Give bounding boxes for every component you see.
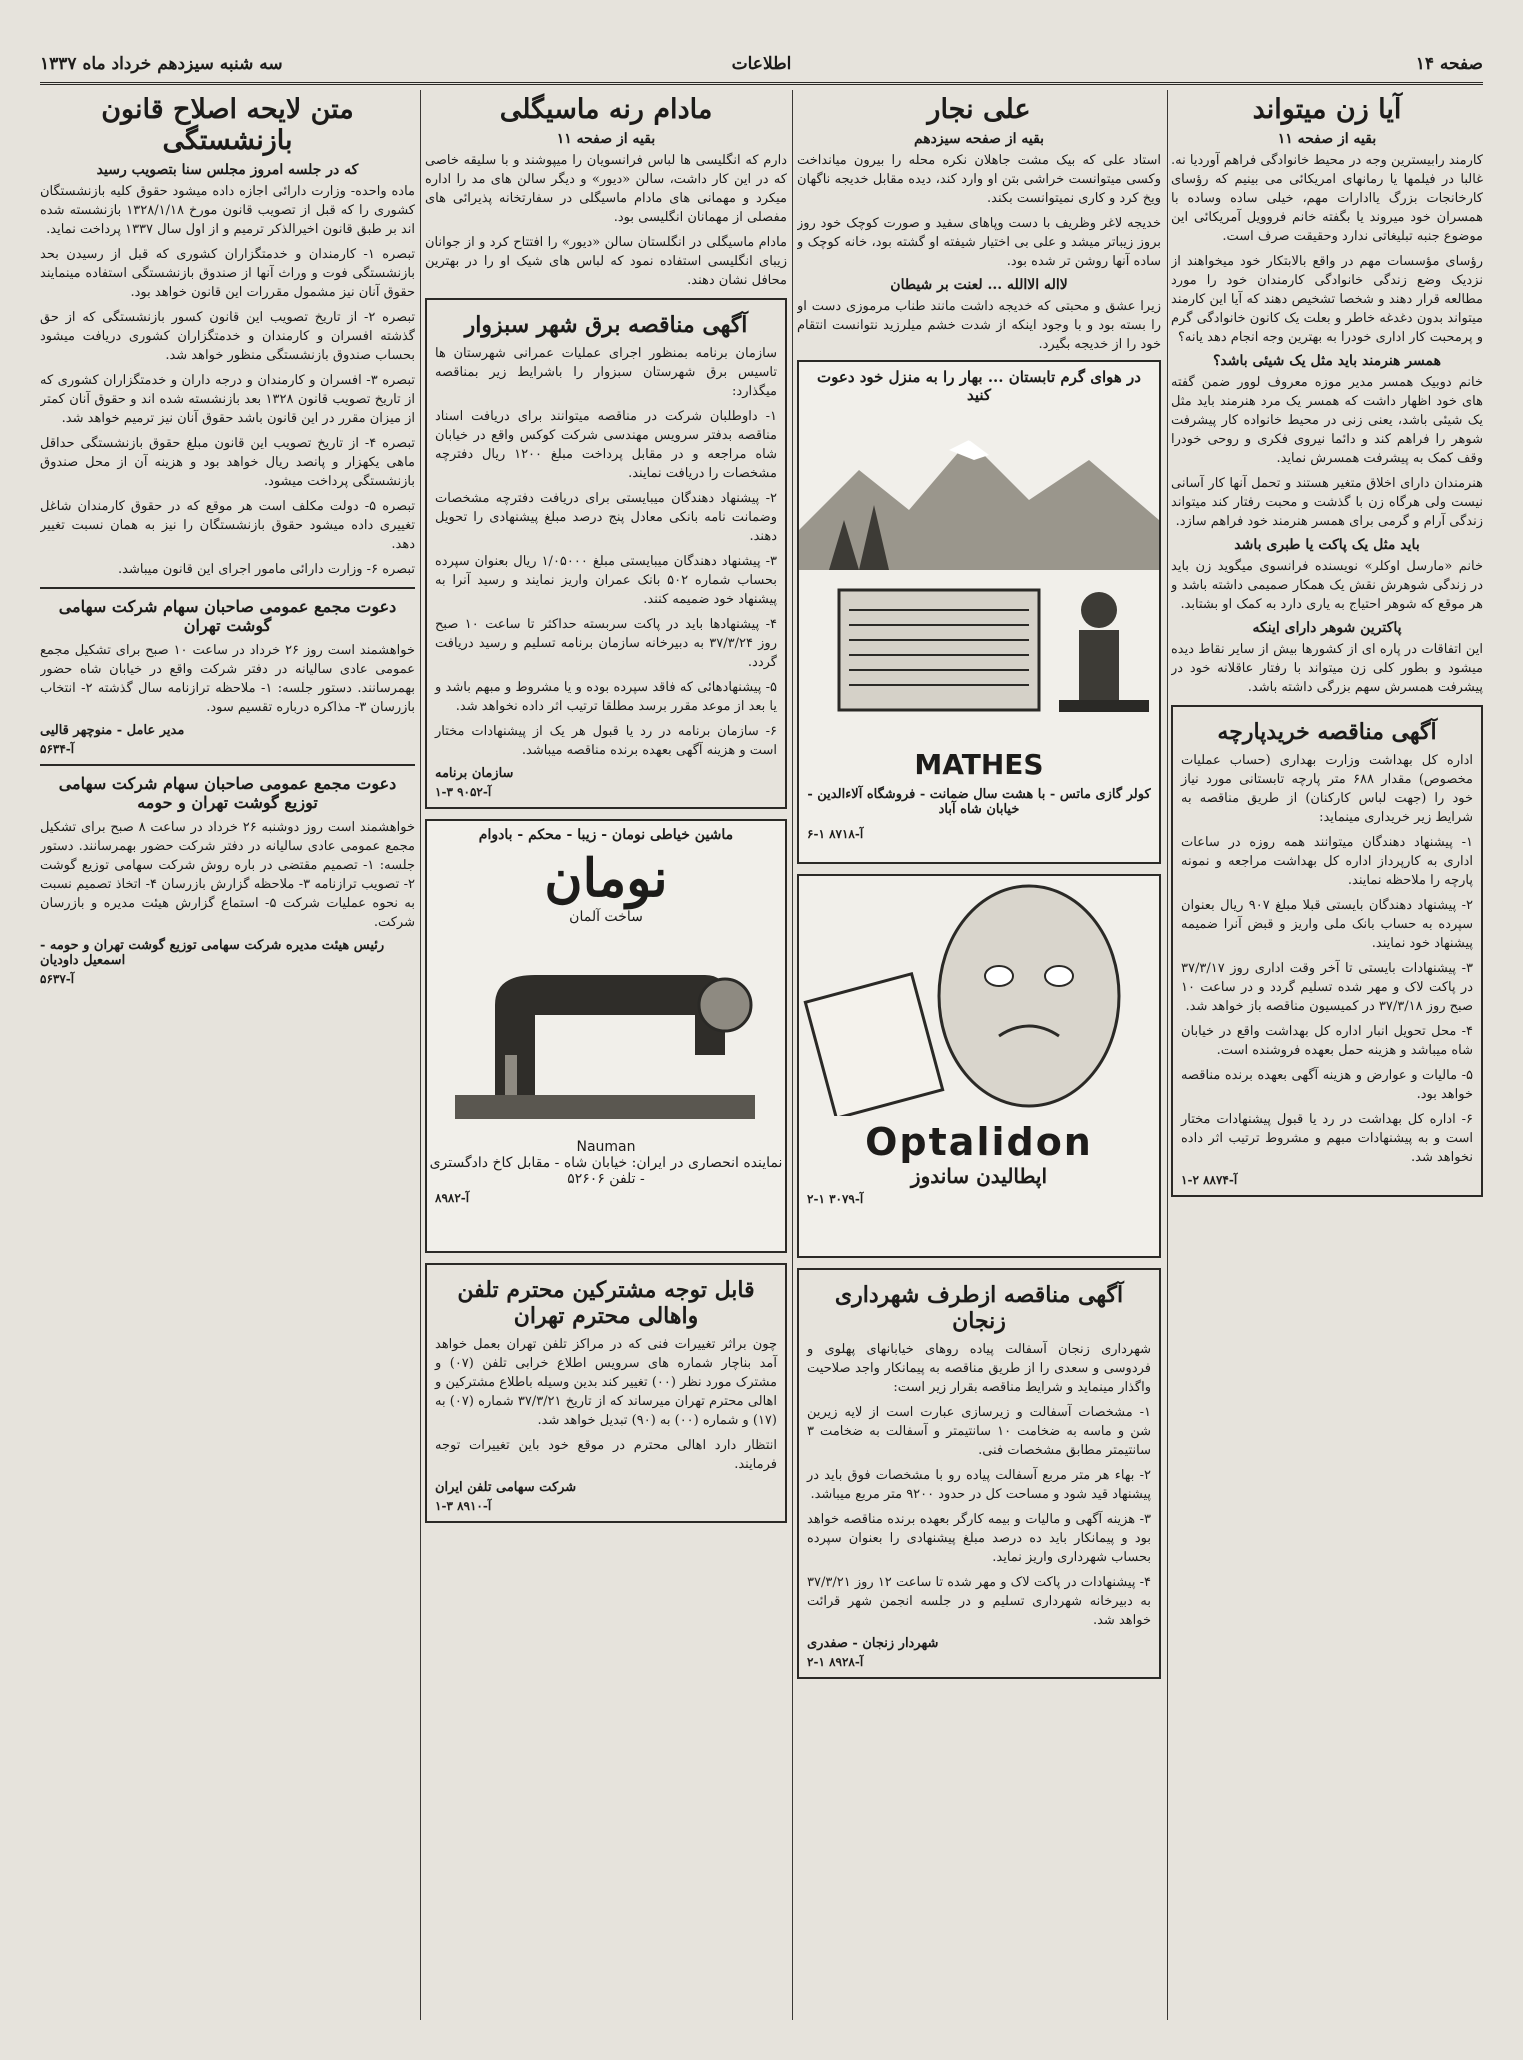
mathes-cooler-ad <box>797 360 1161 864</box>
ad-signature: شهردار زنجان - صفدری <box>807 1636 939 1651</box>
article-continuation: بقیه از صفحه ۱۱ <box>556 131 656 147</box>
article-paragraph: رؤسای مؤسسات مهم در واقع بالابتکار خود میخواهند از نزدیک وضع زندگی خانوادگی کارمندان خود را مورد مطالعه قرار دهند و شخصا تشخیص دهند که آیا این کارمند میتواند بدون دغدغه خاطر و بعلت یک کانون خانوادگی گرم و پرمحبت کار اداری خودرا به بهترین وجه انجام دهد یانه؟ <box>1171 254 1483 345</box>
chair-icon <box>1059 700 1149 712</box>
brand-origin: ساخت آلمان <box>569 909 643 925</box>
column-4 <box>40 92 415 986</box>
article-title: علی نجار <box>927 94 1031 125</box>
ad-paragraph: ۳- پیشنهادات بایستی تا آخر وقت اداری روز ۳۷/۳/۱۷ در پاکت لاک و مهر شده تسلیم گردد و در ساعت ۱۰ صبح روز ۳۷/۳/۱۸ در کمیسیون مناقصه باز خواهد شد. <box>1181 961 1473 1014</box>
article-paragraph: تبصره ۴- از تاریخ تصویب این قانون مبلغ حقوق بازنشستگی حداقل ماهی یکهزار و پانصد ریال خواهد بود و هزینه آن از محل صندوق بازنشستگی پرداخت میشود. <box>40 436 415 489</box>
ad-paragraph: ۲- پیشنهاد دهندگان میبایستی برای دریافت دفترچه مشخصات وضمانت نامه بانکی معادل پنج درصد مبلغ پیشنهادی را تحویل دهند. <box>435 491 777 544</box>
article-paragraph: این اتفاقات در پاره ای از کشورها بیش از سایر نقاط دیده میشود و بطور کلی زن میتواند با رفتار عاقلانه خود در پیشرفت همسرش سهم بزرگی داشته باشد. <box>1171 642 1483 695</box>
article-paragraph: تبصره ۵- دولت مکلف است هر موقع که در حقوق کارمندان شاغل تغییری داده میشود حقوق بازنشستگان را نیز به همان نسبت تغییر دهد. <box>40 499 415 552</box>
machine-base-icon <box>455 1095 755 1119</box>
sewing-machine-illustration <box>425 925 785 1135</box>
ad-dealer: نماینده انحصاری در ایران: خیابان شاه - مقابل کاخ دادگستری - تلفن ۵۲۶۰۶ <box>429 1155 783 1187</box>
article-paragraph: ماده واحده- وزارت دارائی اجازه داده میشود حقوق کلیه بازنشستگان کشوری را که قبل از تصویب قانون مورخ ۱۳۲۸/۱/۱۸ بازنشسته شده اند بر طبق قانون اخیرالذکر ترمیم و از اول سال ۱۳۳۷ پرداخت نماید. <box>40 184 415 237</box>
article-paragraph: کارمند رابیسترین وجه در محیط خانوادگی فراهم آوردیا نه. غالبا در فیلمها یا رمانهای امریکائی می بینیم که رؤسای کارخانجات بزرگ یاادارات مهم، خیلی ساده وساده با همسران خود میروند یا بگفته خانم فروویل آمریکائی این موضوع جنبه تبلیغاتی ندارد وحقیقت صرف است. <box>1171 153 1483 244</box>
ad-paragraph: ۱- داوطلبان شرکت در مناقصه میتوانند برای دریافت اسناد مناقصه بدفتر سرویس مهندسی شرکت کوکس واقع در خیابان شاه مراجعه و در مقابل پرداخت مبلغ ۱۲۰۰ ریال دفترچه مشخصات را دریافت نمایند. <box>435 409 778 481</box>
tender-ad-fabric <box>1171 705 1483 1197</box>
article-subtitle: که در جلسه امروز مجلس سنا بتصویب رسید <box>96 162 359 178</box>
ad-title: آگهی مناقصه خریدپارچه <box>1217 719 1437 745</box>
ad-paragraph: انتظار دارد اهالی محترم در موقع خود باین تغییرات توجه فرمایند. <box>435 1438 777 1472</box>
ad-paragraph: ۲- پیشنهاد دهندگان بایستی قبلا مبلغ ۹۰۷ ریال بعنوان سپرده به حساب بانک ملی واریز و قبض آنرا ضمیمه پیشنهاد خود نمایند. <box>1181 898 1473 951</box>
page-number: صفحه ۱۴ <box>1415 54 1483 74</box>
divider <box>40 587 415 589</box>
eye-icon <box>1045 966 1073 986</box>
ad-paragraph: شهرداری زنجان آسفالت پیاده روهای خیابانهای پهلوی و فردوسی و سعدی را از طریق مناقصه به پیمانکار واجد صلاحیت واگذار مینماید و شرایط مناقصه بقرار زیر است: <box>807 1342 1151 1395</box>
shareholders-notice-2 <box>40 774 415 986</box>
ad-paragraph: ۴- پیشنهادها باید در پاکت سربسته حداکثر تا ساعت ۱۰ صبح روز ۳۷/۳/۲۴ به دبیرخانه سازمان برنامه تسلیم و رسید دریافت گردد. <box>435 617 777 670</box>
ad-code: آ-۸۸۷۴ ۲-۱ <box>1181 1173 1238 1187</box>
notice-signature: رئیس هیئت مدیره شرکت سهامی توزیع گوشت تهران و حومه - اسمعیل داودیان <box>40 938 385 968</box>
column-1 <box>1171 92 1483 1197</box>
article-paragraph: تبصره ۶- وزارت دارائی مامور اجرای این قانون میباشد. <box>118 562 415 577</box>
issue-date: سه شنبه سیزدهم خرداد ماه ۱۳۳۷ <box>40 54 283 74</box>
ad-paragraph: سازمان برنامه بمنظور اجرای عملیات عمرانی شهرستان ها تاسیس برق شهرستان سبزوار را باشرایط زیر بمناقصه میگذارد: <box>435 346 777 399</box>
ad-headline: در هوای گرم تابستان ... بهار را به منزل خود دعوت کنید <box>817 368 1141 404</box>
ad-code: آ-۹۰۵۲ ۳-۱ <box>435 785 492 799</box>
article-paragraph: خدیجه لاغر وظریف با دست وپاهای سفید و صورت کوچک خود روز بروز زیباتر میشد و علی بی اختیار شیفته او گشته بود، خانه کوچک و ساده آنها روشن تر شده بود. <box>797 216 1161 269</box>
article-paragraph: زیرا عشق و محبتی که خدیجه داشت مانند طناب مرموزی دست او را بسته بود و با وجود اینکه از شدت خشم میلرزید نتوانست انتقام خود را از خدیجه بگیرد. <box>797 299 1161 352</box>
column-rule <box>792 90 793 2020</box>
nauman-sewing-machine-ad <box>425 819 787 1253</box>
ad-title: آگهی مناقصه برق شهر سبزوار <box>464 312 748 338</box>
article-paragraph: تبصره ۲- از تاریخ تصویب این قانون کسور بازنشستگی که از حق گذشته افسران و کارمندان و خدمتگزاران کشوری دریافت میشود بحساب صندوق بازنشستگی منظور خواهد شد. <box>40 310 415 363</box>
ad-code: آ-۸۹۱۰ ۳-۱ <box>435 1499 492 1513</box>
ad-paragraph: چون براثر تغییرات فنی که در مراکز تلفن تهران بعمل خواهد آمد بناچار شماره های سرویس اطلاع خرابی تلفن (۰۷) و مشترک مورد نظر (۰۰) تغییر کند بدین وسیله باطلاع مشترکین و اهالی محترم تهران میرساند که از تاریخ ۳۷/۳/۲۱ شماره (۰۷) به (۱۷) و شماره (۰۰) به (۹۰) تبدیل خواهد شد. <box>435 1337 778 1428</box>
ad-code: آ-۳۰۷۹ ۱-۲ <box>807 1192 864 1206</box>
ad-paragraph: ۳- پیشنهاد دهندگان میبایستی مبلغ ۱/۰۵۰۰۰ ریال بعنوان سپرده بحساب شماره ۵۰۲ بانک عمران واریز نمایند و رسید آنرا به پیشنهاد خود ضمیمه کنند. <box>435 554 777 607</box>
optalidon-illustration <box>799 876 1159 1116</box>
ad-signature: شرکت سهامی تلفن ایران <box>435 1480 577 1495</box>
ad-paragraph: اداره کل بهداشت وزارت بهداری (حساب عملیات مخصوص) مقدار ۶۸۸ متر پارچه تابستانی مورد نیاز خود را (جهت لباس کارکنان) از طریق مناقصه به شرایط زیر خریداری مینماید: <box>1181 753 1473 825</box>
ad-paragraph: ۱- مشخصات آسفالت و زیرسازی عبارت است از لایه زیرین شن و ماسه به ضخامت ۱۰ سانتیمتر و آسفالت به ضخامت ۳ سانتیمتر مطابق مشخصات فنی. <box>807 1405 1151 1458</box>
column-rule <box>420 90 421 2020</box>
ad-footer: کولر گازی ماتس - با هشت سال ضمانت - فروشگاه آلاءالدین - خیابان شاه آباد <box>807 787 1151 817</box>
column-rule <box>1167 90 1168 2020</box>
article-paragraph: تبصره ۱- کارمندان و خدمتگزاران کشوری که قبل از رسیدن بحد بازنشستگی فوت و وراث آنها از صندوق بازنشستگی استفاده مینمایند حقوق آنان نیز مشمول مقررات این قانون خواهد بود. <box>40 247 415 300</box>
ad-paragraph: ۱- پیشنهاد دهندگان میتوانند همه روزه در ساعات اداری به کارپرداز اداره کل بهداشت مراجعه و نمونه پارچه را ملاحظه نمایند. <box>1181 835 1473 888</box>
article-paragraph: هنرمندان دارای اخلاق متغیر هستند و تحمل آنها کار آسانی نیست ولی هرگاه زن با گذشت و محبت رفتار کند میتواند زندگی آرام و گرمی برای همسر هنرمند خود فراهم سازد. <box>1171 476 1483 529</box>
article-subheading: همسر هنرمند باید مثل یک شیئی باشد؟ <box>1212 353 1442 369</box>
article-subheading: باید مثل یک پاکت یا طبری باشد <box>1234 537 1420 553</box>
brand-nauman: نومان <box>544 848 668 909</box>
ad-paragraph: ۵- پیشنهادهائی که فاقد سپرده بوده و یا مشروط و مبهم باشد و یا بعد از موعد مقرر برسد مطلقا ترتیب اثر داده نخواهد شد. <box>435 680 777 714</box>
divider <box>40 764 415 766</box>
brand-nauman-latin: Nauman <box>576 1139 636 1155</box>
article-title: مادام رنه ماسیگلی <box>499 94 713 125</box>
article-title: متن لایحه اصلاح قانون بازنشستگی <box>101 94 354 156</box>
notice-code: آ-۵۶۳۷ <box>40 972 75 986</box>
cooler-unit-icon <box>839 590 1039 710</box>
notice-title: دعوت مجمع عمومی صاحبان سهام شرکت سهامی توزیع گوشت تهران و حومه <box>58 774 397 812</box>
article-paragraph: مادام ماسیگلی در انگلستان سالن «دیور» را افتتاح کرد و از جوانان زیبای انگلیسی استفاده نمود که لباس های شیک او را در بهترین محافل نشان دهند. <box>425 235 787 288</box>
article-subheading: پاکترین شوهر دارای اینکه <box>1252 620 1402 636</box>
notice-title: دعوت مجمع عمومی صاحبان سهام شرکت سهامی گوشت تهران <box>58 597 397 635</box>
optalidon-ad <box>797 874 1161 1258</box>
sewing-machine-icon <box>495 975 725 1095</box>
column-2 <box>797 92 1161 1679</box>
ad-paragraph: ۶- اداره کل بهداشت در رد یا قبول پیشنهادات مختار است و به پیشنهادات مبهم و مشروط ترتیب اثر داده نخواهد شد. <box>1181 1112 1473 1165</box>
telephone-notice <box>425 1263 787 1523</box>
pill-strip-icon <box>805 974 942 1116</box>
face-icon <box>939 886 1119 1106</box>
ad-code: آ-۸۹۸۲ <box>435 1191 470 1205</box>
ad-headline: ماشین خیاطی نومان - زیبا - محکم - بادوام <box>478 827 734 843</box>
shareholders-notice-1 <box>40 597 415 756</box>
eye-icon <box>985 966 1013 986</box>
person-icon <box>1081 592 1117 628</box>
ad-paragraph: ۲- بهاء هر متر مربع آسفالت پیاده رو با مشخصات فوق باید در پیشنهاد قید شود و مساحت کل در حدود ۹۲۰۰ متر مربع میباشد. <box>807 1468 1151 1502</box>
article-paragraph: دارم که انگلیسی ها لباس فرانسویان را میپوشند و با سلیقه خاصی که در این کار داشت، سالن «دیور» و دیگر سالن های مد را اداره میکرد و مهمانی های مادام ماسیگلی در سفارتخانه پذیرائی های مفصلی از مهمانان انگلیسی بود. <box>425 153 787 225</box>
article-title: آیا زن میتواند <box>1252 94 1402 125</box>
cooler-illustration <box>799 410 1159 740</box>
ad-paragraph: ۴- پیشنهادات در پاکت لاک و مهر شده تا ساعت ۱۲ روز ۳۷/۳/۲۱ به دبیرخانه شهرداری تسلیم و در جلسه انجمن شهر قرائت خواهد شد. <box>807 1575 1151 1628</box>
article-paragraph: خانم دوبیک همسر مدیر موزه معروف لوور ضمن گفته های خود اظهار داشت که همسر یک مرد هنرمند باید مثل یک شیئی باشد، یعنی زنی در محیط خانواده کار پیشرفت شوهر را فراهم کند و دائما نیروی فکری و روحی خودرا وقف کمک به پیشرفت همسرش نماید. <box>1171 375 1483 466</box>
notice-paragraph: خواهشمند است روز دوشنبه ۲۶ خرداد در ساعت ۸ صبح برای تشکیل مجمع عمومی عادی سالیانه در دفتر شرکت حضور بهمرسانند. دستور جلسه: ۱- تصمیم مقتضی در باره روش شرکت سهامی توزیع گوشت ۲- تصویب ترازنامه ۳- ملاحظه گزارش بازرسان ۴- اتخاذ تصمیم نسبت به نحوه عملیات شرکت ۵- استماع گزارش هیئت مدیره و بازرسان شرکت. <box>40 820 415 930</box>
article-exclamation: لااله الاالله ... لعنت بر شیطان <box>890 277 1068 293</box>
ad-paragraph: ۳- هزینه آگهی و مالیات و بیمه کارگر بعهده برنده مناقصه خواهد بود و پیمانکار باید ده درصد مبلغ پیشنهادی را بعنوان سپرده بحساب شهرداری واریز نماید. <box>807 1512 1151 1565</box>
needle-icon <box>505 1055 517 1095</box>
ad-title: آگهی مناقصه ازطرف شهرداری زنجان <box>834 1282 1124 1334</box>
handwheel-icon <box>699 979 751 1031</box>
article-continuation: بقیه از صفحه سیزدهم <box>913 131 1045 147</box>
ad-paragraph: ۶- سازمان برنامه در رد یا قبول هر یک از پیشنهادات مختار است و هزینه آگهی بعهده برنده مناقصه میباشد. <box>435 724 777 758</box>
notice-code: آ-۵۶۳۴ <box>40 742 75 756</box>
notice-signature: مدیر عامل - منوچهر قالیی <box>40 723 185 738</box>
article-continuation: بقیه از صفحه ۱۱ <box>1277 131 1377 147</box>
brand-optalidon: Optalidon <box>865 1120 1093 1164</box>
notice-paragraph: خواهشمند است روز ۲۶ خرداد در ساعت ۱۰ صبح برای تشکیل مجمع عمومی عادی سالیانه در دفتر شرکت واقع در خیابان شاه حضور بهمرسانند. دستور جلسه: ۱- ملاحظه ترازنامه سال گذشته ۲- انتخاب بازرسان ۳- مذاکره درباره تقسیم سود. <box>40 643 415 715</box>
tender-ad-sabzevar <box>425 298 787 809</box>
ad-title: قابل توجه مشترکین محترم تلفن واهالی محترم تهران <box>457 1277 755 1329</box>
tender-ad-zanjan <box>797 1268 1161 1679</box>
ad-code: آ-۸۷۱۸ ۱-۶ <box>807 827 864 841</box>
page-header <box>40 48 1483 85</box>
person-body-icon <box>1079 630 1119 700</box>
publication-name: اطلاعات <box>731 54 792 74</box>
brand-optalidon-fa: اپطالیدن ساندوز <box>910 1164 1048 1188</box>
brand-mathes: MATHES <box>914 748 1044 781</box>
article-paragraph: خانم «مارسل اوکلر» نویسنده فرانسوی میگوید زن باید در زندگی شوهرش نقش یک همکار صمیمی داشته باشد و هر موقع که شوهر احتیاج به یاری دارد به کمک او بشتابد. <box>1171 559 1483 612</box>
ad-code: آ-۸۹۲۸ ۱-۲ <box>807 1655 864 1669</box>
ad-paragraph: ۵- مالیات و عوارض و هزینه آگهی بعهده برنده مناقصه خواهد بود. <box>1181 1068 1473 1102</box>
article-paragraph: تبصره ۳- افسران و کارمندان و درجه داران و خدمتگزاران کشوری که از تاریخ تصویب قانون ۱۳۲۸ بعد بازنشسته شده اند و حقوق آنان کمتر از میزان مقرر در این قانون باشد حقوق آنان نیز ترمیم خواهد شد. <box>40 373 415 426</box>
ad-paragraph: ۴- محل تحویل انبار اداره کل بهداشت واقع در خیابان شاه میباشد و هزینه حمل بعهده فروشنده است. <box>1181 1024 1473 1058</box>
column-3 <box>425 92 787 1523</box>
ad-signature: سازمان برنامه <box>435 766 514 781</box>
article-paragraph: استاد علی که بیک مشت جاهلان نکره محله را بیرون میانداخت وکسی میتوانست خراشی بتن او وارد کند، دیده مقابل خدیجه ناگهان ویخ کرد و کاری نمیتوانست بکند. <box>797 153 1161 206</box>
